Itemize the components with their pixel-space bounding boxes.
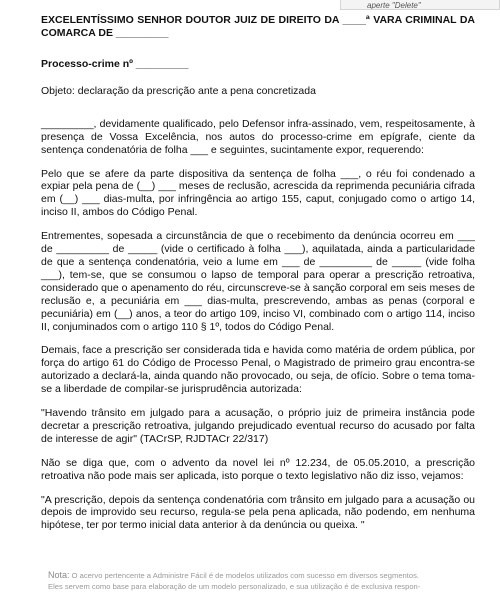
law-quote: "A prescrição, depois da sentença condenatória com trânsito em julgado para a acusação ou depois de improvido seu recurso, regula-se pela pena aplicada, não podendo, em nenhuma hipótese, ter por termo inicial data anterior à da denúncia ou queixa. " [41,493,475,532]
document-page [41,14,475,532]
process-number: Processo-crime nº _________ [41,58,189,70]
paragraph-public-order: Demais, face a prescrição ser considerada tida e havida como matéria de ordem pública, por força do artigo 61 do Código de Processo Penal, o Magistrado de primeiro grau encontra-se autorizado a declará-la, ainda quando não provocado, ou seja, de ofício. Sobre o tema toma-se a liberdade de compilar-se jurisprudência autorizada: [41,344,475,396]
document-subject: Objeto: declaração da prescrição ante a pena concretizada [41,84,316,97]
footer-note-line2: Eles servem como base para elaboração de um modelo personalizado, e sua utilização é de exclusiva respon- [48,582,421,591]
paragraph-new-law: Não se diga que, com o advento da novel lei nº 12.234, de 05.05.2010, a prescrição retroativa não pode mais ser aplicada, isto porque o texto legislativo não diz isso, vejamos: [41,456,475,482]
delete-hint-tooltip: aperte "Delete" [340,0,500,10]
footer-note-line1: O acervo pertencente a Administre Fácil é de modelos utilizados com sucesso em diversos segmentos. [71,571,420,580]
footer-note-lead: Nota: [48,570,70,580]
document-title: EXCELENTÍSSIMO SENHOR DOUTOR JUIZ DE DIREITO DA ____ª VARA CRIMINAL DA COMARCA DE _________ [41,14,475,39]
jurisprudence-quote: "Havendo trânsito em julgado para a acusação, o próprio juiz de primeira instância pode decretar a prescrição retroativa, julgando prejudicado eventual recurso do acusado por falta de interesse de agir" (TACrSP, RJDTACr 22/317) [41,407,475,445]
paragraph-prescription: Entrementes, sopesada a circunstância de que o recebimento da denúncia ocorreu em ___ de _________ de _____ (vide o certificado à folha ___), aquilatada, ainda a particularidade de que a sentença condenatória, veio a lume em ___ de _________ de _____ (vide folha ___), tem-se, que se consumou o lapso de temporal para operar a prescrição retroativa, considerado que o apenamento do réu, circunscreve-se à sanção corporal em seis meses de reclusão e, a pecuniária em ___ dias-multa, prescrevendo, ambas as penas (corporal e pecuniária) em (__) anos, a teor do artigo 109, inciso VI, combinado com o artigo 114, inciso II, conjuminados com o artigo 110 § 1º, todos do Código Penal. [41,230,475,333]
footer-note [48,570,488,592]
paragraph-intro: _________, devidamente qualificado, pelo Defensor infra-assinado, vem, respeitosamente, à presença de Vossa Excelência, nos autos do processo-crime em epígrafe, ciente da sentença condenatória de folha ___ e seguintes, sucintamente expor, requerendo: [41,117,475,156]
paragraph-sentence: Pelo que se afere da parte dispositiva da sentença de folha ___, o réu foi condenado a expiar pela pena de (__) ___ meses de reclusão, acrescida da reprimenda pecuniária cifrada em (__) ___ dias-multa, por infringência ao artigo 155, caput, conjugado como o artigo 14, inciso II, ambos do Código Penal. [41,167,475,219]
